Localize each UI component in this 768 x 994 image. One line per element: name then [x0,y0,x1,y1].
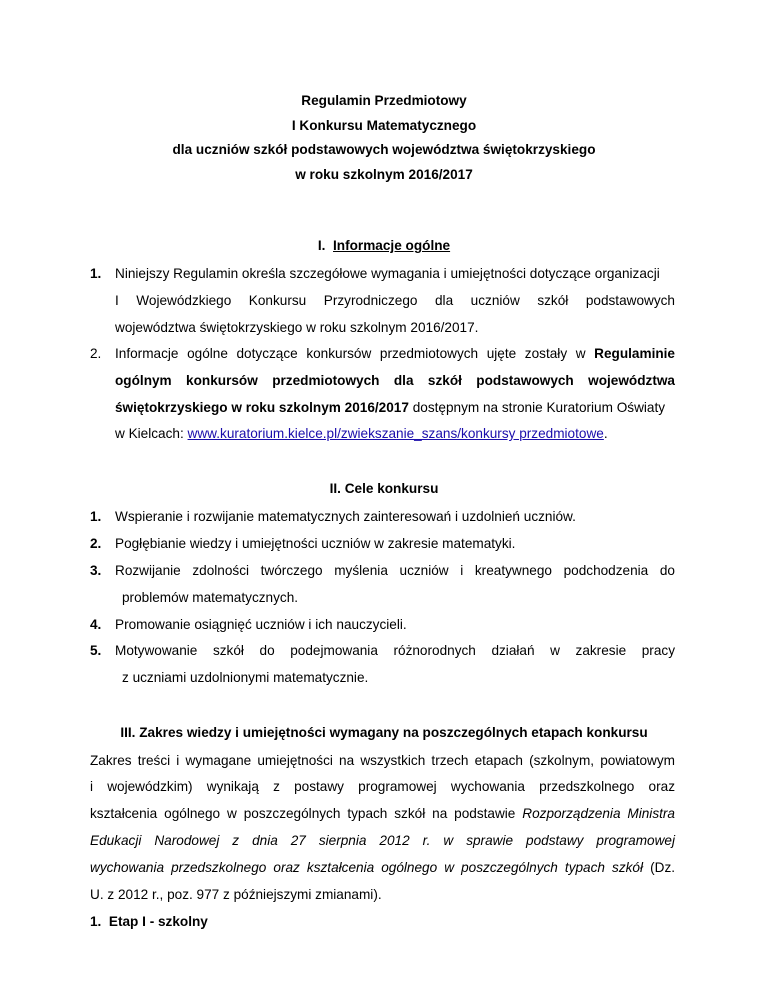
section-3-para-line-5 [90,860,675,875]
section-1-item-2-num: 2. [90,346,102,361]
section-1-item-1-line-1: Niniejszy Regulamin określa szczegółowe wymagania i umiejętności dotyczące organizacji [115,266,660,281]
section-1-item-1-line-2: I Wojewódzkiego Konkursu Przyrodniczego dla uczniów szkół podstawowych [115,293,675,308]
section-1-item-2-line-3-text: dostępnym na stronie Kuratorium Oświaty [412,400,666,415]
section-2-heading: II. Cele konkursu [329,481,439,496]
goal-1-num: 1. [90,509,102,524]
goal-5-text: Motywowanie szkół do podejmowania różnorodnych działań w zakresie pracy [115,643,675,658]
goal-5-text-cont: z uczniami uzdolnionymi matematycznie. [122,670,369,685]
section-1-item-2-line-3-bold: świętokrzyskiego w roku szkolnym 2016/2017 [115,400,409,415]
stage-1-heading [90,914,208,929]
stage-1-text: Etap I - szkolny [108,914,208,929]
section-1-item-2-line-1-bold: Regulaminie [594,346,675,361]
stage-1-num: 1. [90,914,102,929]
goal-3-num: 3. [90,563,102,578]
goal-3-text-cont: problemów matematycznych. [122,590,299,605]
section-3-heading: III. Zakres wiedzy i umiejętności wymagany na poszczególnych etapach konkursu [120,725,648,740]
section-3-para-line-6: U. z 2012 r., poz. 977 z późniejszymi zmianami). [90,887,382,902]
section-3-para-line-1: Zakres treści i wymagane umiejętności na wszystkich trzech etapach (szkolnym, powiatowym [90,753,675,768]
section-3-para-line-2: i wojewódzkim) wynikają z postawy programowej wychowania przedszkolnego oraz [90,779,675,794]
goal-2-text: Pogłębianie wiedzy i umiejętności uczniów w zakresie matematyki. [115,536,516,551]
section-3-para-line-3 [90,806,675,821]
title-line-4: w roku szkolnym 2016/2017 [295,167,473,182]
section-3-para-line-3-italic: Rozporządzenia Ministra [522,806,675,821]
goal-4-num: 4. [90,617,102,632]
section-1-item-2-line-4-end: . [603,426,608,441]
section-1-item-2-line-4 [115,426,608,441]
section-1-item-2-line-1 [115,346,675,361]
section-3-para-line-5-italic: wychowania przedszkolnego oraz kształcenia ogólnego w poszczególnych typach szkół [90,860,644,875]
goal-5-num: 5. [90,643,102,658]
section-1-item-2-line-3 [115,400,665,415]
goal-3-text: Rozwijanie zdolności twórczego myślenia uczniów i kreatywnego podchodzenia do [115,563,675,578]
section-3-para-line-3-text: kształcenia ogólnego w poszczególnych typach szkół na podstawie [90,806,516,821]
section-3-para-line-4: Edukacji Narodowej z dnia 27 sierpnia 2012 r. w sprawie podstawy programowej [90,833,675,848]
section-3-para-line-5-text: (Dz. [650,860,676,875]
section-1-heading-num: I. [317,238,326,253]
title-line-3: dla uczniów szkół podstawowych województwa świętokrzyskiego [172,142,596,157]
kuratorium-link[interactable]: www.kuratorium.kielce.pl/zwiekszanie_szans/konkursy przedmiotowe [187,426,604,441]
section-1-item-1-num: 1. [90,266,102,281]
section-1-item-2-line-4-text: w Kielcach: [115,426,184,441]
goal-2-num: 2. [90,536,102,551]
section-1-item-1-line-3: województwa świętokrzyskiego w roku szkolnym 2016/2017. [115,320,479,335]
title-line-1: Regulamin Przedmiotowy [301,93,467,108]
section-1-heading [0,238,768,253]
section-1-item-2-line-2: ogólnym konkursów przedmiotowych dla szkół podstawowych województwa [115,373,675,388]
section-1-heading-text: Informacje ogólne [333,238,451,253]
title-line-2: I Konkursu Matematycznego [291,118,477,133]
section-1-item-2-line-1-text: Informacje ogólne dotyczące konkursów przedmiotowych ujęte zostały w [115,346,586,361]
goal-4-text: Promowanie osiągnięć uczniów i ich nauczycieli. [115,617,407,632]
goal-1-text: Wspieranie i rozwijanie matematycznych zainteresowań i uzdolnień uczniów. [115,509,576,524]
